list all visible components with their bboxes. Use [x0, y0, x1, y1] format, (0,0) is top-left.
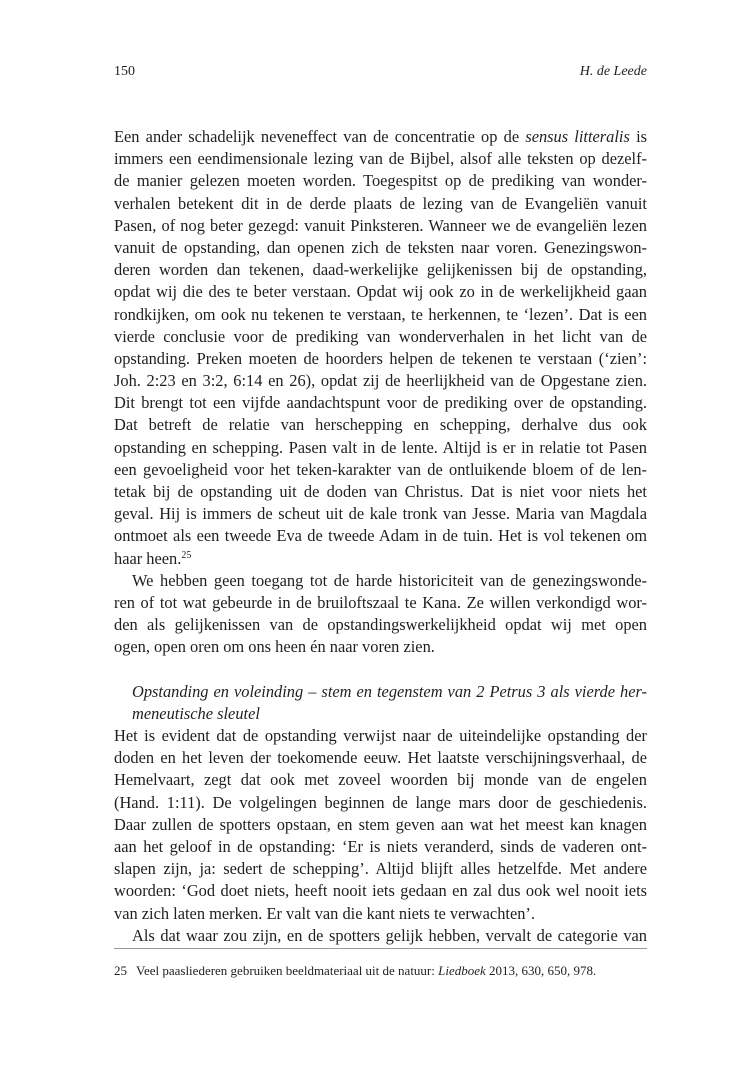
text-line: woorden: ‘God doet niets, heeft nooit iets gedaan en zal dus ook wel nooit iets: [114, 881, 647, 901]
section-heading: [114, 681, 647, 725]
text-line: immers een eendimensionale lezing van de Bijbel, alsof alle teksten op dezelf-: [114, 149, 647, 169]
text-line: tetak bij de opstanding uit de doden van Christus. Dat is niet voor niets het: [114, 482, 647, 501]
text-line: meneutische sleutel: [132, 703, 260, 723]
text-line: Daar zullen de spotters opstaan, en stem geven aan wat het meest kan knagen: [114, 814, 647, 834]
text-line: een gevoeligheid voor het teken-karakter van de ontluikende bloem of de len-: [114, 459, 647, 479]
text-line: Joh. 2:23 en 3:2, 6:14 en 26), opdat zij de heerlijkheid van de Opgestane zien.: [114, 371, 647, 391]
body-text: [114, 126, 647, 947]
text-line: rondkijken, om ook nu tekenen te verstaan, te herkennen, te ‘lezen’. Dat is een: [114, 304, 647, 324]
text-line: haar heen.$^{25}$: [114, 548, 192, 568]
text-line: Dat betreft de relatie van herschepping en schepping, derhalve dus ook: [114, 415, 647, 435]
footnote: 25 Veel paasliederen gebruiken beeldmateriaal uit de natuur: Liedboek 2013, 630, 650, 978.: [114, 963, 597, 978]
emphasis: sensus litteralis: [525, 127, 630, 146]
text-line: verhalen betekent dit in de derde plaats de lezing van de Evangeliën vanuit: [114, 193, 647, 213]
section-gap: [114, 659, 647, 681]
emphasis: Liedboek: [438, 963, 486, 978]
text-line: van zich laten merken. Er valt van die kant niets te verwachten’.: [114, 903, 535, 923]
footnote-reference[interactable]: 25: [181, 549, 192, 561]
text-line: Dit brengt tot een vijfde aandachtspunt voor de prediking over de opstanding.: [114, 393, 647, 413]
text-line: deren worden dan tekenen, daad-werkelijke gelijkenissen bij de opstanding,: [114, 260, 647, 280]
running-head: H. de Leede: [579, 64, 647, 79]
text-line: opdat wij die des te beter verstaan. Opdat wij ook zo in de werkelijkheid gaan: [114, 282, 647, 302]
text-line: (Hand. 1:11). De volgelingen beginnen de lange mars door de geschiedenis.: [114, 792, 647, 812]
text-line: Hemelvaart, zegt dat ook met zoveel woorden bij monde van de engelen: [114, 770, 647, 790]
text-line: doden en het leven der toekomende eeuw. Het laatste verschijningsverhaal, de: [114, 748, 647, 768]
text-line: Een ander schadelijk neveneffect van de concentratie op de sensus litteralis is: [114, 127, 648, 146]
text-line: den als gelijkenissen van de opstandingswerkelijkheid opdat wij met open: [114, 615, 647, 635]
text-line: We hebben geen toegang tot de harde historiciteit van de genezingswonde-: [132, 570, 647, 590]
footnote-number: 25: [114, 963, 127, 978]
text-line: aan het geloof in de opstanding: ‘Er is niets veranderd, sinds de vaderen ont-: [114, 837, 647, 856]
text-line: ren of tot wat gebeurde in de bruiloftszaal te Kana. Ze willen verkondigd wor-: [114, 592, 647, 612]
text-line: Pasen, of nog beter gezegd: vanuit Pinksteren. Wanneer we de evangeliën lezen: [114, 215, 647, 235]
text-line: vanuit de opstanding, dan openen zich de teksten naar voren. Genezingswon-: [114, 237, 647, 257]
text-line: Als dat waar zou zijn, en de spotters gelijk hebben, vervalt de categorie van: [132, 925, 647, 945]
page-header: [114, 64, 647, 84]
text-line: ogen, open oren om ons heen én naar voren zien.: [114, 637, 435, 657]
footnote-divider: [114, 948, 647, 949]
text-line: geval. Hij is immers de scheut uit de kale tronk van Jesse. Maria van Magdala: [114, 504, 647, 524]
text-line: vierde conclusie voor de prediking van wonderverhalen in het licht van de: [114, 326, 647, 346]
text-line: Het is evident dat de opstanding verwijst naar de uiteindelijke opstanding der: [114, 726, 647, 746]
text-line: opstanding en schepping. Pasen valt in de lente. Altijd is er in relatie tot Pasen: [114, 437, 647, 457]
text-line: slapen zijn, ja: sedert de schepping’. Altijd blijft alles hetzelfde. Met andere: [114, 859, 647, 879]
text-line: Opstanding en voleinding – stem en tegenstem van 2 Petrus 3 als vierde her-: [132, 681, 647, 701]
paragraph-1: [114, 126, 647, 570]
page-number: 150: [114, 64, 135, 79]
paragraph-4: [114, 925, 647, 947]
text-line: ontmoet als een tweede Eva de tweede Adam in de tuin. Het is vol tekenen om: [114, 526, 647, 546]
text-line: de manier gelezen moeten worden. Toegespitst op de prediking van wonder-: [114, 171, 647, 191]
paragraph-2: [114, 570, 647, 659]
text-line: opstanding. Preken moeten de hoorders helpen de tekenen te verstaan (‘zien’:: [114, 348, 647, 368]
paragraph-3: [114, 725, 647, 925]
